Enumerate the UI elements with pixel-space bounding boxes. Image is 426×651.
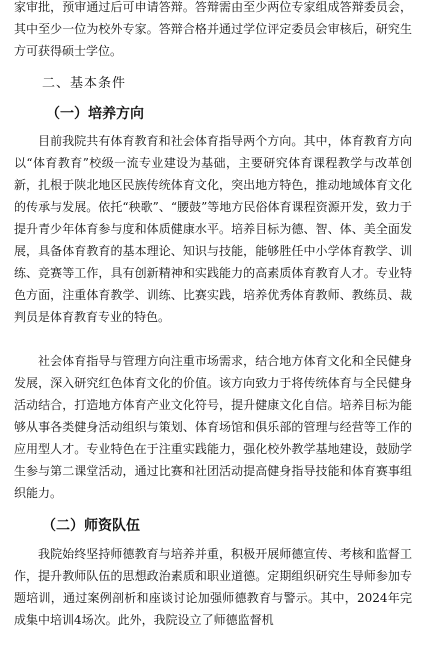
subsection-heading-training-direction: （一）培养方向 [46, 106, 144, 122]
section-heading-basic-conditions: 二、基本条件 [42, 76, 127, 91]
training-direction-paragraph-1: 目前我院共有体育教育和社会体育指导两个方向。其中，体育教育方向以“体育教育”校级一流专业建设为基础，主要研究体育课程教学与改革创新，扎根于陕北地区民族传统体育文化，突出地方特色，推动地域体育文化的传承与发展。依托“秧歌”、“腰鼓”等地方民俗体育课程资源开发，致力于提升青少年体育参与度和体质健康水平。培养目标为德、智、体、美全面发展，具备体育教育的基本理论、知识与技能，能够胜任中小学体育教学、训练、竞赛等工作，具有创新精神和实践能力的高素质体育教育人才。专业特色方面，注重体育教学、训练、比赛实践，培养优秀体育教师、教练员、裁判员是体育教育专业的特色。 [14, 134, 412, 324]
subsection-heading-faculty: （二）师资队伍 [42, 518, 140, 534]
training-direction-paragraph-2: 社会体育指导与管理方向注重市场需求，结合地方体育文化和全民健身发展，深入研究红色体育文化的价值。该方向致力于将传统体育与全民健身活动结合，打造地方体育产业文化符号，提升健康文化自信。培养目标为能够从事各类健身活动组织与策划、体育场馆和俱乐部的管理与经营等工作的应用型人才。专业特色在于注重实践能力，强化校外教学基地建设，鼓励学生参与第二课堂活动，通过比赛和社团活动提高健身指导技能和体育赛事组织能力。 [14, 354, 412, 500]
intro-paragraph: 家审批，预审通过后可申请答辩。答辩需由至少两位专家组成答辩委员会，其中至少一位为校外专家。答辩合格并通过学位评定委员会审核后，研究生方可获得硕士学位。 [14, 0, 412, 58]
faculty-paragraph-1: 我院始终坚持师德教育与培养并重，积极开展师德宣传、考核和监督工作，提升教师队伍的思想政治素质和职业道德。定期组织研究生导师参加专题培训，通过案例剖析和座谈讨论加强师德教育与警示。其中，2024年完成集中培训4场次。此外，我院设立了师德监督机 [14, 547, 412, 627]
